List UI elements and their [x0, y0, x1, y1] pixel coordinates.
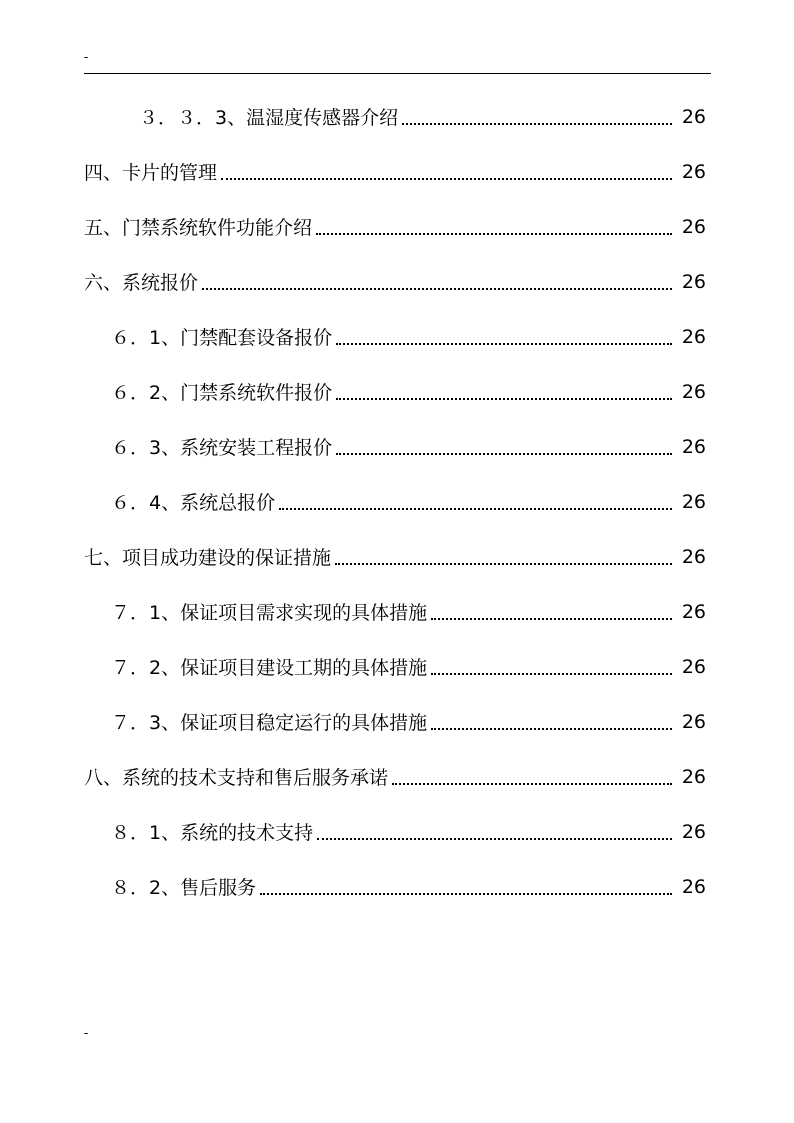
toc-page-number: 26: [681, 105, 706, 128]
toc-entry-title: ６．3、系统安装工程报价: [111, 437, 333, 459]
toc-entry[interactable]: [84, 749, 706, 804]
toc-page-number: 26: [681, 600, 706, 623]
toc-dot-leader: [279, 508, 672, 510]
toc-entry-title: ８．2、售后服务: [111, 877, 257, 899]
toc-entry[interactable]: [84, 254, 706, 309]
toc-page-number: 26: [681, 710, 706, 733]
toc-entry-title: 六、系统报价: [84, 272, 199, 294]
toc-page-number: 26: [681, 160, 706, 183]
toc-entry[interactable]: [84, 199, 706, 254]
toc-entry-title: ６．1、门禁配套设备报价: [111, 327, 333, 349]
toc-page-number: 26: [681, 215, 706, 238]
footer-mark: -: [84, 1026, 89, 1040]
toc-entry[interactable]: [84, 474, 706, 529]
toc-dot-leader: [260, 893, 672, 895]
toc-dot-leader: [431, 673, 672, 675]
toc-entry[interactable]: [84, 89, 706, 144]
toc-entry-title: ３．３．3、温湿度传感器介绍: [139, 107, 399, 129]
toc-dot-leader: [392, 783, 672, 785]
toc-dot-leader: [336, 343, 672, 345]
toc-dot-leader: [336, 453, 672, 455]
table-of-contents: [84, 89, 706, 914]
toc-page-number: 26: [681, 765, 706, 788]
toc-entry-title: ６．2、门禁系统软件报价: [111, 382, 333, 404]
toc-page-number: 26: [681, 875, 706, 898]
toc-entry-title: ６．4、系统总报价: [111, 492, 276, 514]
toc-entry-title: 五、门禁系统软件功能介绍: [84, 217, 313, 239]
toc-dot-leader: [317, 838, 672, 840]
toc-entry[interactable]: [84, 364, 706, 419]
toc-page-number: 26: [681, 270, 706, 293]
toc-page-number: 26: [681, 490, 706, 513]
toc-entry[interactable]: [84, 584, 706, 639]
toc-entry-title: ７．1、保证项目需求实现的具体措施: [111, 602, 428, 624]
toc-entry[interactable]: [84, 309, 706, 364]
toc-entry-title: 四、卡片的管理: [84, 162, 218, 184]
toc-entry[interactable]: [84, 419, 706, 474]
toc-dot-leader: [202, 288, 672, 290]
toc-entry-title: ７．3、保证项目稳定运行的具体措施: [111, 712, 428, 734]
toc-entry-title: ７．2、保证项目建设工期的具体措施: [111, 657, 428, 679]
toc-entry-title: ８．1、系统的技术支持: [111, 822, 314, 844]
toc-page-number: 26: [681, 655, 706, 678]
toc-entry[interactable]: [84, 144, 706, 199]
toc-dot-leader: [316, 233, 672, 235]
toc-entry[interactable]: [84, 859, 706, 914]
toc-entry[interactable]: [84, 694, 706, 749]
toc-dot-leader: [221, 178, 672, 180]
toc-page-number: 26: [681, 380, 706, 403]
header-mark: -: [84, 50, 89, 64]
toc-dot-leader: [431, 728, 672, 730]
toc-page-number: 26: [681, 545, 706, 568]
toc-dot-leader: [335, 563, 672, 565]
toc-entry[interactable]: [84, 529, 706, 584]
toc-dot-leader: [402, 123, 672, 125]
toc-entry[interactable]: [84, 804, 706, 859]
toc-dot-leader: [431, 618, 672, 620]
toc-entry-title: 七、项目成功建设的保证措施: [84, 547, 332, 569]
toc-entry[interactable]: [84, 639, 706, 694]
header-rule: [84, 73, 711, 74]
toc-page-number: 26: [681, 325, 706, 348]
toc-page-number: 26: [681, 435, 706, 458]
toc-entry-title: 八、系统的技术支持和售后服务承诺: [84, 767, 389, 789]
toc-page-number: 26: [681, 820, 706, 843]
toc-dot-leader: [336, 398, 672, 400]
